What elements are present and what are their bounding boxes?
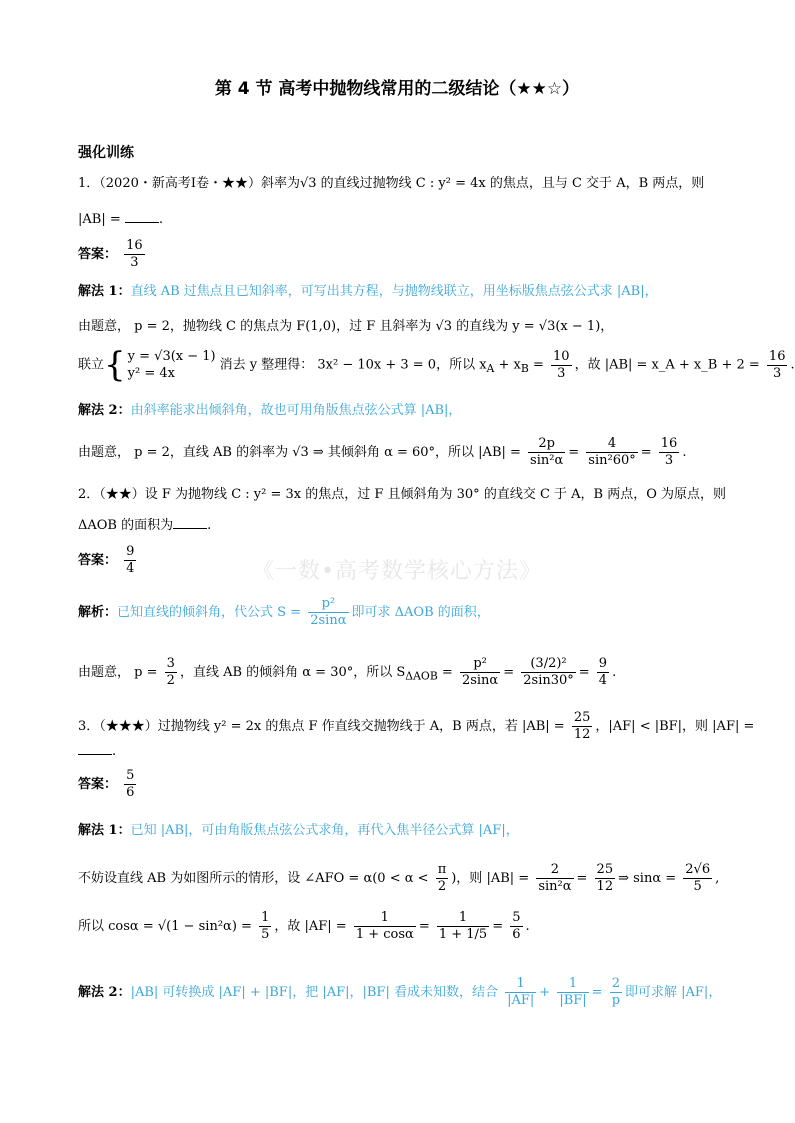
equation-system: y = √3(x − 1) y² = 4x xyxy=(127,349,216,381)
problem-3-step-2: 所以 cosα = √(1 − sin²α) = $\frac{1}{5}$ ，故 |AF| = $\frac{1}{1 + \cos\alpha}$ = $\frac{1}{1 + 1/5}$ = $\frac{5}{6}$ . xyxy=(78,910,530,942)
problem-3-method-1: 解法 1：已知 |AB|，可由角版焦点弦公式求角，再代入焦半径公式算 |AF|， xyxy=(78,823,519,838)
problem-1-question-cont: |AB| = . xyxy=(78,212,164,227)
problem-1-step-3: 由题意， p = 2，直线 AB 的斜率为 √3 ⇒ 其倾斜角 α = 60°，所以 |AB| = $\frac{2p}{\text{sin²α}}$ = $\frac{4}{\text{sin²60°}}$ = $\frac{16}{3}$ . xyxy=(78,436,687,468)
problem-1-method-1 xyxy=(78,283,658,301)
problem-3-question-cont: . xyxy=(78,742,116,761)
answer-fraction: $\frac{16}{3}$ xyxy=(126,238,143,270)
answer-label: 答案： xyxy=(78,247,118,262)
problem-1-step-1: 由题意， p = 2，抛物线 C 的焦点为 F(1,0)，过 F 且斜率为 √3 的直线为 y = √3(x − 1)， xyxy=(78,319,614,334)
problem-2-question: 2．（★★）设 F 为抛物线 C : y² = 3x 的焦点，过 F 且倾斜角为 30° 的直线交 C 于 A，B 两点，O 为原点，则 xyxy=(78,487,727,502)
watermark: 《一数•高考数学核心方法》 xyxy=(252,559,542,584)
problem-2-answer: 答案： $\frac{9}{4}$ xyxy=(78,544,135,576)
problem-2-step-1: 由题意， p = $\frac{3}{2}$ ，直线 AB 的倾斜角 α = 30°，所以 $S_{\Delta AOB}$ = $\frac{\text{p²}}{2\sin\alpha}$ = $\frac{\text{(3/2)²}}{2\sin 30^\circ}$ = $\frac{9}{4}$ . xyxy=(78,656,617,688)
problem-2-question-cont: ΔAOB 的面积为 . xyxy=(78,518,212,533)
answer-blank xyxy=(173,516,207,529)
answer-blank xyxy=(125,210,159,223)
problem-2-method: 解析：已知直线的倾斜角，代公式 S = $\frac{\text{p²}}{2\sin\alpha}$ 即可求 ΔAOB 的面积， xyxy=(78,596,490,628)
section-heading: 强化训练 xyxy=(78,145,134,161)
problem-3-question: 3．（★★★）过抛物线 y² = 2x 的焦点 F 作直线交抛物线于 A，B 两点，若 |AB| = $\frac{25}{12}$ ，|AF| < |BF|，则 |AF| = xyxy=(78,710,755,742)
problem-1-method-2: 解法 2：由斜率能求出倾斜角，故也可用角版焦点弦公式算 |AB|， xyxy=(78,403,462,418)
answer-blank xyxy=(78,742,112,755)
problem-1-question: 1．（2020・新高考Ⅰ卷・★★）斜率为√3 的直线过抛物线 C : y² = 4x 的焦点，且与 C 交于 A，B 两点，则 xyxy=(78,176,705,191)
problem-1-step-2: 联立{ y = √3(x − 1) y² = 4x 消去 y 整理得： 3x² − 10x + 3 = 0，所以 $x_A + x_B$ = $\frac{10}{3}$ ，故 |AB| = x_A + x_B + 2 = $\frac{16}{3}$ . xyxy=(78,345,795,385)
problem-1-answer xyxy=(78,238,148,271)
problem-1-blank-label: |AB| = xyxy=(78,212,121,227)
page-title: 第 4 节 高考中抛物线常用的二级结论（★★☆） xyxy=(214,79,580,99)
problem-3-step-1: 不妨设直线 AB 为如图所示的情形，设 ∠AFO = α(0 < α < $\frac{\pi}{2}$ )，则 |AB| = $\frac{2}{\text{sin²α}}$ = $\frac{25}{12}$ ⇒ sinα = $\frac{2√6}{5}$ , xyxy=(78,862,720,894)
problem-3-method-2: 解法 2：|AB| 可转换成 |AF| + |BF|，把 |AF|，|BF| 看成未知数，结合 $\frac{1}{|AF|}$ + $\frac{1}{|BF|}$ = $\frac{2}{p}$ 即可求解 |AF|， xyxy=(78,976,722,1008)
method-label: 解法 1： xyxy=(78,284,131,299)
method-hint: 直线 AB 过焦点且已知斜率，可写出其方程，与抛物线联立，用坐标版焦点弦公式求 |AB|， xyxy=(130,284,658,299)
problem-3-answer: 答案： $\frac{5}{6}$ xyxy=(78,768,135,800)
